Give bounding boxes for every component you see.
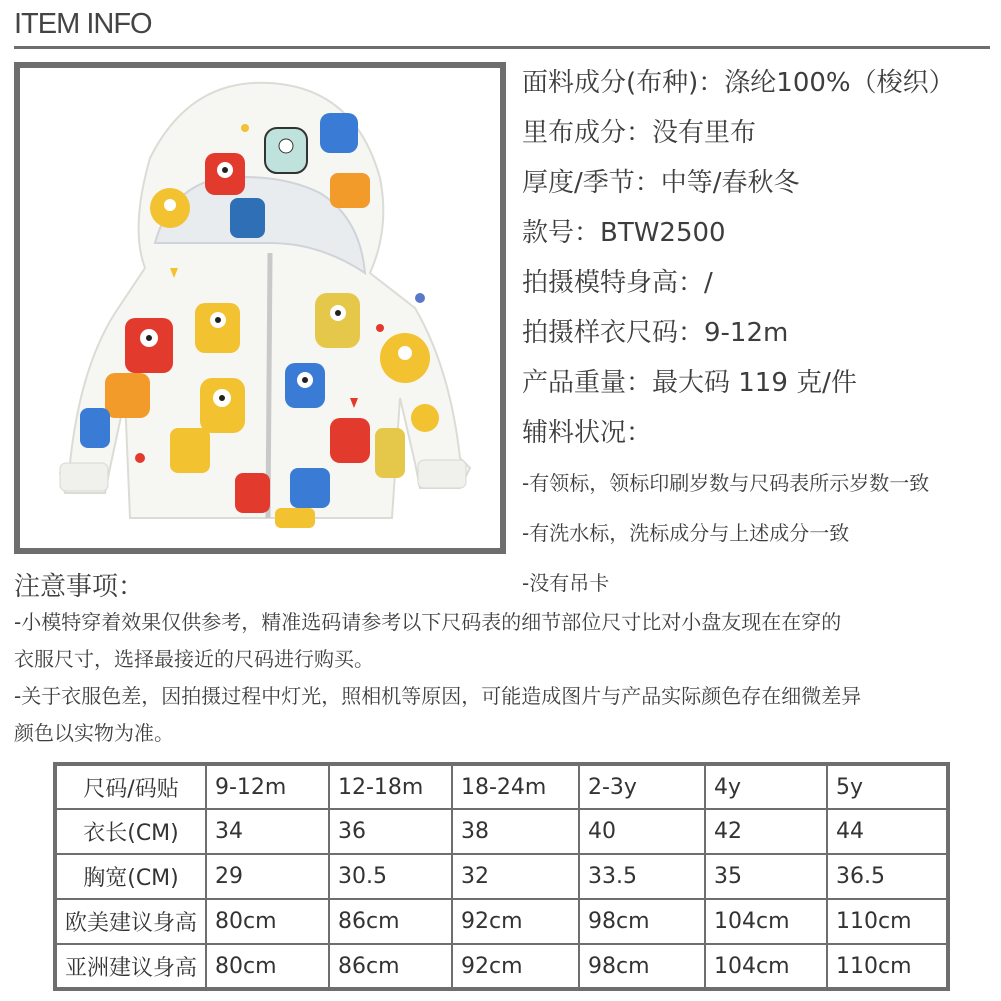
table-cell: 80cm: [206, 944, 329, 989]
row-label: 尺码/码贴: [55, 764, 206, 809]
spec-sample-size: 拍摄样衣尺码：9-12m: [522, 318, 789, 348]
spec-accessory-tag: -没有吊卡: [522, 571, 610, 595]
size-chart-table: [53, 762, 950, 991]
table-cell: 30.5: [329, 854, 452, 899]
notes-heading: 注意事项：: [14, 572, 145, 602]
table-cell: 2-3y: [579, 764, 705, 809]
note-line: 颜色以实物为准。: [14, 721, 174, 745]
hooded-jacket-monster-print-icon: [20, 68, 500, 548]
row-label: 欧美建议身高: [55, 899, 206, 944]
table-cell: 92cm: [452, 944, 579, 989]
note-line: -小模特穿着效果仅供参考，精准选码请参考以下尺码表的细节部位尺寸比对小盘友现在在穿的: [14, 610, 842, 634]
spec-accessories: 辅料状况：: [522, 418, 653, 448]
product-photo: [14, 62, 506, 554]
table-cell: 80cm: [206, 899, 329, 944]
spec-fabric: 面料成分(布种)：涤纶100%（梭织）: [522, 68, 955, 98]
table-row: [55, 854, 948, 899]
table-cell: 86cm: [329, 899, 452, 944]
note-line: 衣服尺寸，选择最接近的尺码进行购买。: [14, 647, 374, 671]
spec-model-height: 拍摄模特身高：/: [522, 268, 713, 298]
table-row: [55, 809, 948, 854]
table-cell: 4y: [705, 764, 827, 809]
table-cell: 34: [206, 809, 329, 854]
table-cell: 36.5: [827, 854, 948, 899]
table-cell: 92cm: [452, 899, 579, 944]
table-cell: 32: [452, 854, 579, 899]
table-cell: 9-12m: [206, 764, 329, 809]
table-cell: 44: [827, 809, 948, 854]
header-divider: [14, 46, 990, 49]
spec-accessory-label: -有领标，领标印刷岁数与尺码表所示岁数一致: [522, 471, 930, 495]
table-cell: 18-24m: [452, 764, 579, 809]
table-cell: 98cm: [579, 944, 705, 989]
row-label: 胸宽(CM): [55, 854, 206, 899]
spec-weight: 产品重量：最大码 119 克/件: [522, 368, 857, 398]
table-cell: 98cm: [579, 899, 705, 944]
page-title: ITEM INFO: [14, 8, 152, 40]
notes-block: [14, 604, 994, 752]
table-cell: 110cm: [827, 899, 948, 944]
table-row: [55, 944, 948, 989]
table-cell: 104cm: [705, 899, 827, 944]
spec-accessory-wash: -有洗水标，洗标成分与上述成分一致: [522, 521, 850, 545]
table-cell: 40: [579, 809, 705, 854]
spec-lining: 里布成分：没有里布: [522, 118, 757, 148]
table-cell: 35: [705, 854, 827, 899]
table-cell: 110cm: [827, 944, 948, 989]
table-cell: 42: [705, 809, 827, 854]
table-cell: 36: [329, 809, 452, 854]
note-line: -关于衣服色差，因拍摄过程中灯光，照相机等原因，可能造成图片与产品实际颜色存在细微差异: [14, 684, 862, 708]
table-cell: 104cm: [705, 944, 827, 989]
spec-thickness: 厚度/季节：中等/春秋冬: [522, 168, 800, 198]
table-cell: 38: [452, 809, 579, 854]
table-row: [55, 899, 948, 944]
table-cell: 12-18m: [329, 764, 452, 809]
row-label: 衣长(CM): [55, 809, 206, 854]
spec-list: [522, 58, 992, 608]
table-cell: 5y: [827, 764, 948, 809]
spec-style-no: 款号：BTW2500: [522, 218, 726, 248]
table-row: [55, 764, 948, 809]
table-cell: 86cm: [329, 944, 452, 989]
row-label: 亚洲建议身高: [55, 944, 206, 989]
table-cell: 33.5: [579, 854, 705, 899]
table-cell: 29: [206, 854, 329, 899]
